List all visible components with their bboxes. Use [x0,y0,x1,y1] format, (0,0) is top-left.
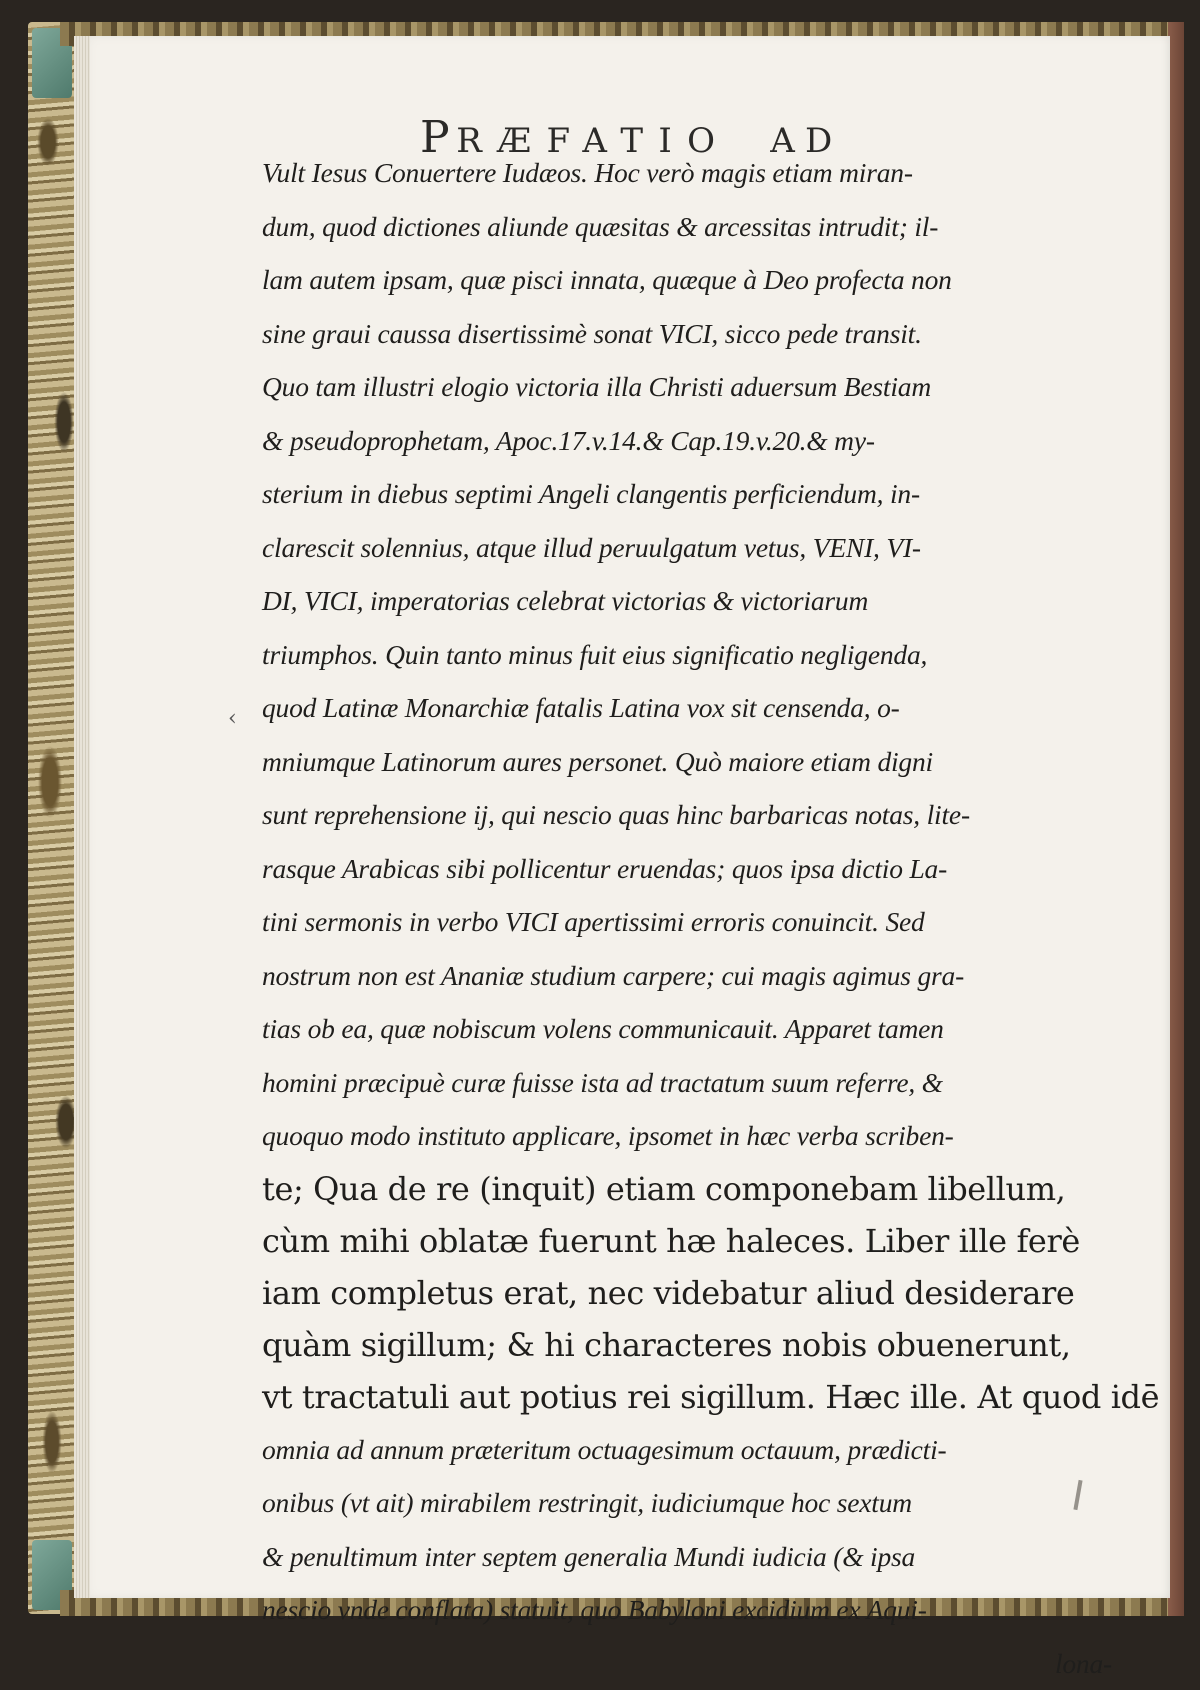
text-line: & penultimum inter septem generalia Mundi iudicia (& ipsa [262,1530,1122,1584]
text-line: lam autem ipsam, quæ pisci innata, quæque à Deo profecta non [262,253,1122,307]
board-right-edge [1168,22,1184,1616]
header-initial: P [420,112,456,163]
text-line: quod Latinæ Monarchiæ fatalis Latina vox sit censenda, o- [262,681,1122,735]
text-line: tias ob ea, quæ nobiscum volens communicauit. Apparet tamen [262,1002,1122,1056]
text-line-roman: vt tractatuli aut potius rei sigillum. Hæc ille. At quod idē [262,1371,1122,1423]
text-line-roman: quàm sigillum; & hi characteres nobis obuenerunt, [262,1319,1122,1371]
body-text [262,146,1122,1690]
text-line: omnia ad annum præteritum octuagesimum octauum, prædicti- [262,1423,1122,1477]
text-line: clarescit solennius, atque illud peruulgatum vetus, VENI, VI- [262,521,1122,575]
header-word: RÆFATIO [456,121,730,161]
text-line: rasque Arabicas sibi pollicentur eruendas; quos ipsa dictio La- [262,842,1122,896]
text-line: triumphos. Quin tanto minus fuit eius significatio negligenda, [262,628,1122,682]
text-line: tini sermonis in verbo VICI apertissimi erroris conuincit. Sed [262,895,1122,949]
text-line-roman: iam completus erat, nec videbatur aliud desiderare [262,1267,1122,1319]
text-line: Quo tam illustri elogio victoria illa Christi aduersum Bestiam [262,360,1122,414]
header-ad: AD [770,121,842,161]
text-line: quoquo modo instituto applicare, ipsomet in hæc verba scriben- [262,1109,1122,1163]
text-line: Vult Iesus Conuertere Iudæos. Hoc verò magis etiam miran- [262,146,1122,200]
text-line: mniumque Latinorum aures personet. Quò maiore etiam digni [262,735,1122,789]
text-line: & pseudoprophetam, Apoc.17.v.14.& Cap.19.v.20.& my- [262,414,1122,468]
text-line: DI, VICI, imperatorias celebrat victorias & victoriarum [262,574,1122,628]
margin-mark: ‹ [228,706,237,731]
page-edge-leaves [74,36,90,1598]
text-line: onibus (vt ait) mirabilem restringit, iudiciumque hoc sextum [262,1476,1122,1530]
text-line: nostrum non est Ananiæ studium carpere; cui magis agimus gra- [262,949,1122,1003]
text-line-roman: te; Qua de re (inquit) etiam componebam libellum, [262,1163,1122,1215]
text-line: sunt reprehensione ij, qui nescio quas hinc barbaricas notas, lite- [262,788,1122,842]
text-line: homini præcipuè curæ fuisse ista ad tractatum suum referre, & [262,1056,1122,1110]
catchword: lona- [262,1637,1122,1690]
text-line: sterium in diebus septimi Angeli clangentis perficiendum, in- [262,467,1122,521]
text-line-roman: cùm mihi oblatæ fuerunt hæ haleces. Liber ille ferè [262,1215,1122,1267]
text-line: dum, quod dictiones aliunde quæsitas & arcessitas intrudit; il- [262,200,1122,254]
text-line: nescio vnde conflata) statuit, quo Babyloni excidium ex Aqui- [262,1583,1122,1637]
text-line: sine graui caussa disertissimè sonat VICI, sicco pede transit. [262,307,1122,361]
